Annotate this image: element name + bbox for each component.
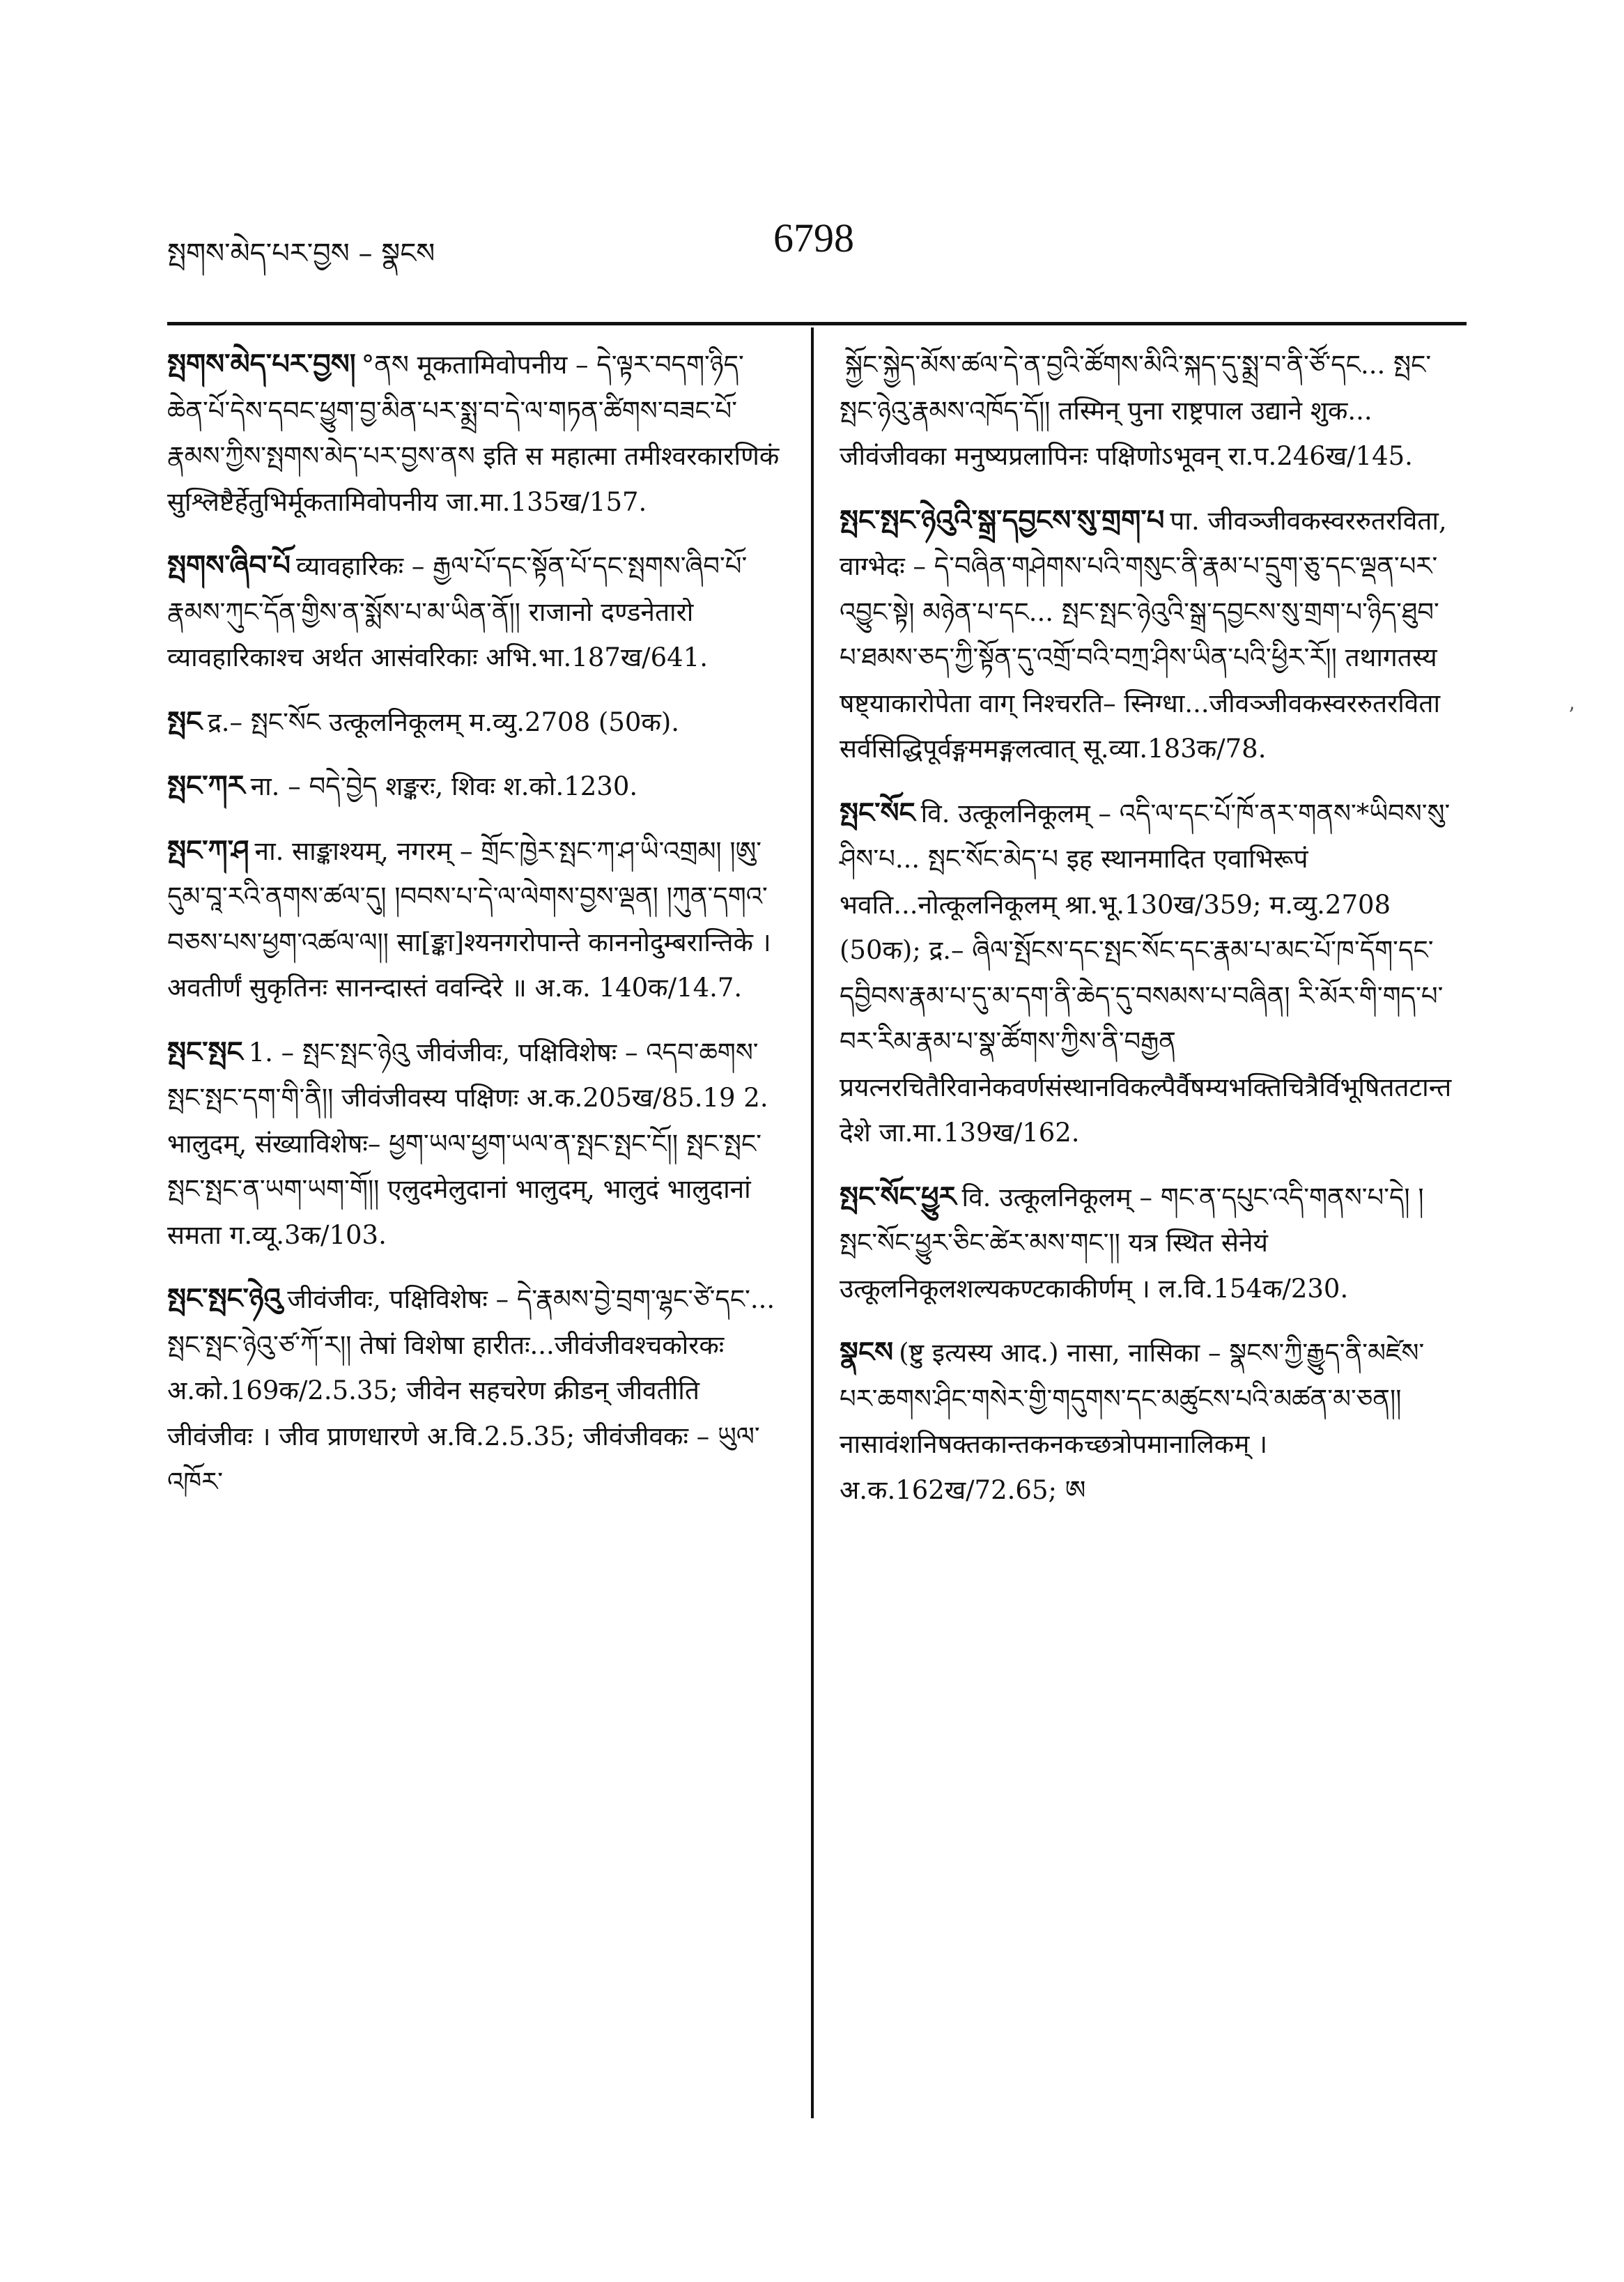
column-divider xyxy=(811,327,814,2118)
left-column xyxy=(167,341,780,1523)
entry-body: (ष्टु इत्यस्य आद.) नासा, नासिका – སྣངས་ཀྱི་རྒྱུད་ནི་མཛེས་པར་ཆགས་ཤིང་གསེར་གྱི་གདུགས་དང་མཚུངས་པའི་མཚན་མ་ཅན།། नासावंशनिषक्तकान्तकनकच्छत्रोपमानालिकम् । अ.क.162ख/72.65; ཨ xyxy=(840,1338,1425,1505)
dictionary-entry xyxy=(167,1276,780,1505)
entry-body: ना. – བདེ་བྱེད शङ्करः, शिवः श.को.1230. xyxy=(250,771,638,801)
entry-headword: སྤང་ཀ་ཤ xyxy=(167,833,249,867)
entry-headword: སྤང་སྤང་ཉེའུའི་སྒྲ་དབྱངས་སུ་གྲག་པ xyxy=(840,503,1165,537)
entry-headword: སྣངས xyxy=(840,1336,894,1369)
dictionary-entry xyxy=(167,763,780,810)
dictionary-entry xyxy=(840,498,1453,772)
dictionary-entry xyxy=(840,1174,1453,1312)
dictionary-entry xyxy=(167,828,780,1011)
dictionary-entry-continued xyxy=(840,341,1453,479)
entry-headword: སྤགས་ཞིབ་པོ xyxy=(167,549,291,582)
dictionary-entry xyxy=(840,1329,1453,1513)
entry-headword: སྤང xyxy=(167,704,203,738)
entry-body: ना. साङ्काश्यम्, नगरम् – གྲོང་ཁྱེར་སྤང་ཀ་ཤ་ཡི་འགྲམ། །ཨུ་དུམ་བཱ་རའི་ནགས་ཚལ་དུ། །བབས་པ་དེ་ལ་ལེགས་བྱས་ལྡན། །ཀུན་དགའ་བཅས་པས་ཕྱག་འཚལ་ལ།། सा[ङ्का]श्यनगरोपान्ते काननोदुम्बरान्तिके । अवतीर्णं सुकृतिनः सानन्दास्तं ववन्दिरे ॥ अ.क. 140क/14.7. xyxy=(167,835,771,1003)
entry-headword: སྤང་ཀར xyxy=(167,769,245,802)
dictionary-entry xyxy=(840,790,1453,1156)
running-head: སྤགས་མེད་པར་བྱས – སྣངས xyxy=(167,238,435,270)
entry-body: द्र.– སྤང་སོང उत्कूलनिकूलम् म.व्यु.2708 (50क). xyxy=(208,707,680,737)
page-number: 6798 xyxy=(773,215,854,261)
dictionary-entry xyxy=(167,1029,780,1258)
header-rule xyxy=(167,322,1467,325)
entry-headword: སྤང་སྤང xyxy=(167,1035,243,1068)
margin-mark: ʼ xyxy=(1568,704,1575,728)
entry-headword: སྤང་སོང་ཕྱུར xyxy=(840,1180,957,1213)
entry-body: जीवंजीवः, पक्षिविशेषः – དེ་རྣམས་བྱེ་བྲག་ལྷང་ཙེ་དང་... སྤང་སྤང་ཉེའུ་ཙ་ཀོ་ར།། तेषां विशेषा हारीतः...जीवंजीवश्चकोरकः अ.को.169क/2.5.35; जीवेन सहचरेण क्रीडन् जीवतीति जीवंजीवः । जीव प्राणधारणे अ.वि.2.5.35; जीवंजीवकः – ཡུལ་འཁོར་ xyxy=(167,1284,775,1497)
dictionary-entry xyxy=(167,543,780,681)
entry-body: °ནས मूकतामिवोपनीय – དེ་ལྟར་བདག་ཉིད་ཆེན་པོ་དེས་དབང་ཕྱུག་བྱ་མིན་པར་སྨྲ་བ་དེ་ལ་གཏན་ཚིགས་བཟང་པོ་རྣམས་ཀྱིས་སྤགས་མེད་པར་བྱས་ནས इति स महात्मा तमीश्वरकारणिकं सुश्लिष्टैर्हेतुभिर्मूकतामिवोपनीय जा.मा.135ख/157. xyxy=(167,350,780,517)
dictionary-entry xyxy=(167,341,780,525)
right-column xyxy=(840,341,1453,1531)
entry-headword: སྤགས་མེད་པར་བྱས། xyxy=(167,348,356,380)
dictionary-entry xyxy=(167,699,780,746)
entry-headword: སྤང་སྤང་ཉེའུ xyxy=(167,1282,282,1315)
entry-body: वि. उत्कूलनिकूलम् – འདི་ལ་དང་པོ་ཁོ་ནར་གནས་*ཡིབས་སུ་ཤིས་པ... སྤང་སོང་མེད་པ इह स्थानमादित एवाभिरूपं भवति...नोत्कूलनिकूलम् श्रा.भू.130ख/359; म.व्यु.2708 (50क); द्र.– ཞིལ་སྤོངས་དང་སྤང་སོང་དང་རྣམ་པ་མང་པོ་ཁ་དོག་དང་དབྱིབས་རྣམ་པ་དུ་མ་དག་ནི་ཆེད་དུ་བསམས་པ་བཞིན། རི་མོར་གི་གད་པ་བར་རིམ་རྣམ་པ་སྣ་ཚོགས་ཀྱིས་ནི་བརྒྱན प्रयत्नरचितैरिवानेकवर्णसंस्थानविकल्पैर्वैषम्यभक्तिचित्रैर्विभूषिततटान्तदेशे जा.मा.139ख/162. xyxy=(840,798,1452,1148)
entry-body: སྐྱོང་སྐྱེད་མོས་ཚལ་དེ་ན་བྱའི་ཚོགས་མིའི་སྐད་དུ་སྨྲ་བ་ནི་ཙོ་དང... སྤང་སྤང་ཉེའུ་རྣམས་འཁོད་དོ།། तस्मिन् पुना राष्ट्रपाल उद्याने शुक... जीवंजीवका मनुष्यप्रलापिनः पक्षिणोऽभूवन् रा.प.246ख/145. xyxy=(840,350,1432,471)
entry-body: व्यावहारिकः – རྒྱལ་པོ་དང་སྟོན་པོ་དང་སྤགས་ཞིབ་པོ་རྣམས་ཀུང་དོན་གྱིས་ན་སྨོས་པ་མ་ཡིན་ནོ།། राजानो दण्डनेतारो व्यावहारिकाश्च अर्थत आसंवरिकाः अभि.भा.187ख/641. xyxy=(167,551,748,672)
entry-body: पा. जीवञ्जीवकस्वररुतरविता, वाग्भेदः – དེ་བཞིན་གཤེགས་པའི་གསུང་ནི་རྣམ་པ་དྲུག་ཅུ་དང་ལྡན་པར་འབྱུང་སྟེ། མཉེན་པ་དང... སྤང་སྤང་ཉེའུའི་སྒྲ་དབྱངས་སུ་གྲག་པ་ཉིད་ཐུབ་པ་ཐམས་ཅད་ཀྱི་སྟོན་དུ་འགྲོ་བའི་བཀྲ་ཤིས་ཡིན་པའི་ཕྱིར་རོ།། तथागतस्य षष्ट्याकारोपेता वाग् निश्चरति– स्निग्धा...जीवञ्जीवकस्वररुतरविता सर्वसिद्धिपूर्वङ्गममङ्गलत्वात् सू.व्या.183क/78. xyxy=(840,505,1447,764)
page-header xyxy=(167,215,1463,284)
entry-body: 1. – སྤང་སྤང་ཉེའུ जीवंजीवः, पक्षिविशेषः – འདབ་ཆགས་སྤང་སྤང་དག་གི་ནི།། जीवंजीवस्य पक्षिणः अ.क.205ख/85.19 2. भालुदम्, संख्याविशेषः– ཕྱག་ཡལ་ཕྱག་ཡལ་ན་སྤང་སྤང་ངོ།། སྤང་སྤང་སྤང་སྤང་ན་ཡག་ཡག་གོ།། एलुदमेलुदानां भालुदम्, भालुदं भालुदानां समता ग.व्यू.3क/103. xyxy=(167,1037,768,1250)
entry-headword: སྤང་སོང xyxy=(840,796,915,829)
entry-body: वि. उत्कूलनिकूलम् – གང་ན་དཔུང་འདི་གནས་པ་དེ། །སྤང་སོང་ཕྱུར་ཅིང་ཚེར་མས་གང་།། यत्र स्थित सेनेयं उत्कूलनिकूलशल्यकण्टकाकीर्णम् । ल.वि.154क/230. xyxy=(840,1182,1424,1304)
